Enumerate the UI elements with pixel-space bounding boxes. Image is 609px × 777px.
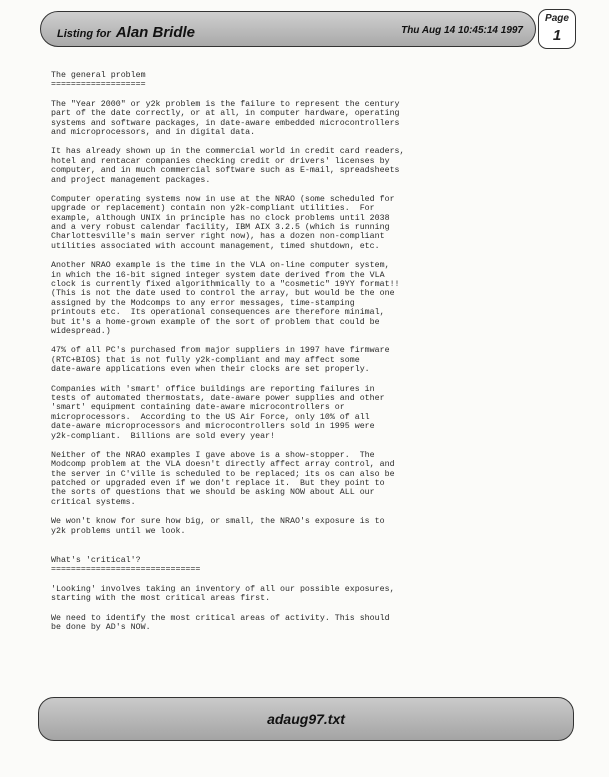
text-line: date-aware microprocessors and microcontrollers sold in 1995 were	[51, 422, 375, 432]
text-line: clock is currently fixed algorithmically to a "cosmetic" 19YY format!!	[51, 280, 400, 290]
text-line: Charlottesville's main server right now), has a dozen non-compliant	[51, 232, 385, 242]
text-line: and a very robust calendar facility, IBM AIX 3.2.5 (which is running	[51, 223, 390, 233]
text-line: Modcomp problem at the VLA doesn't directly affect array control, and	[51, 460, 395, 470]
text-line: utilities associated with account management, timed shutdown, etc.	[51, 241, 380, 251]
text-line: Neither of the NRAO examples I gave above is a show-stopper. The	[51, 450, 375, 460]
text-line: y2k-compliant. Billions are sold every year!	[51, 431, 276, 441]
blank-line	[51, 336, 571, 346]
text-line: 47% of all PC's purchased from major suppliers in 1997 have firmware	[51, 346, 390, 356]
text-line: ===================	[51, 80, 146, 90]
blank-line	[51, 604, 571, 614]
blank-line	[51, 137, 571, 147]
text-line: critical systems.	[51, 497, 136, 507]
blank-line	[51, 441, 571, 451]
text-line: tests of automated thermostats, date-aware power supplies and other	[51, 393, 385, 403]
blank-line	[51, 90, 571, 100]
page-label: Page	[545, 13, 569, 24]
text-line: What's 'critical'?	[51, 556, 141, 566]
text-line: part of the date correctly, or at all, in computer hardware, operating	[51, 109, 400, 119]
page-number: 1	[552, 27, 562, 44]
text-line: upgrade or replacement) contain non y2k-compliant utilities. For	[51, 204, 375, 214]
text-line: date-aware applications even when their clocks are set properly.	[51, 365, 370, 375]
print-datetime: Thu Aug 14 10:45:14 1997	[401, 25, 523, 36]
text-line: and microprocessors, and in digital data.	[51, 127, 256, 137]
text-line: The "Year 2000" or y2k problem is the failure to represent the century	[51, 99, 400, 109]
text-line: and project management packages.	[51, 175, 211, 185]
text-line: the server in C'ville is scheduled to be replaced; its os can also be	[51, 469, 395, 479]
text-line: The general problem	[51, 71, 146, 80]
blank-line	[51, 507, 571, 517]
text-line: be done by AD's NOW.	[51, 622, 151, 632]
text-line: example, although UNIX in principle has no clock problems until 2038	[51, 213, 390, 223]
text-line: starting with the most critical areas first.	[51, 594, 271, 604]
text-line: Another NRAO example is the time in the VLA on-line computer system,	[51, 261, 390, 271]
footer-banner	[38, 697, 574, 741]
blank-line	[51, 575, 571, 585]
text-line: We won't know for sure how big, or small, the NRAO's exposure is to	[51, 517, 385, 527]
blank-line	[51, 185, 571, 195]
text-line: the sorts of questions that we should be asking NOW about ALL our	[51, 488, 375, 498]
text-line: microprocessors. According to the US Air Force, only 10% of all	[51, 412, 370, 422]
blank-line	[51, 375, 571, 385]
listing-header-banner	[40, 11, 536, 47]
user-name: Alan Bridle	[115, 24, 196, 41]
text-line: (This is not the date used to control the array, but would be the one	[51, 289, 395, 299]
footer-filename: adaug97.txt	[267, 711, 345, 727]
listing-for	[57, 24, 195, 41]
text-line: hotel and rentacar companies checking credit or drivers' licenses by	[51, 156, 390, 166]
text-line: assigned by the Modcomps to any error messages, time-stamping	[51, 298, 355, 308]
text-line: Computer operating systems now in use at the NRAO (some scheduled for	[51, 194, 395, 204]
text-line: but it's a home-grown example of the sort of problem that could be	[51, 317, 380, 327]
text-line: computer, and in much commercial software such as E-mail, spreadsheets	[51, 166, 400, 176]
text-line: We need to identify the most critical areas of activity. This should	[51, 613, 390, 623]
text-line: (RTC+BIOS) that is not fully y2k-compliant and may affect some	[51, 355, 360, 365]
document-body	[51, 71, 571, 632]
text-line: Companies with 'smart' office buildings are reporting failures in	[51, 384, 375, 394]
text-line: 'smart' equipment containing date-aware microcontrollers or	[51, 403, 345, 413]
blank-line	[51, 536, 571, 546]
blank-line	[51, 546, 571, 556]
listing-for-label: Listing for	[57, 28, 111, 40]
text-line: printouts etc. Its operational consequences are therefore minimal,	[51, 308, 385, 318]
text-line: It has already shown up in the commercial world in credit card readers,	[51, 147, 405, 157]
text-line: systems and software packages, in date-aware embedded microcontrollers	[51, 118, 400, 128]
page-number-box	[538, 9, 576, 49]
text-line: in which the 16-bit signed integer system date derived from the VLA	[51, 270, 385, 280]
text-line: y2k problems until we look.	[51, 526, 186, 536]
text-line: patched or upgraded even if we don't replace it. But they point to	[51, 479, 385, 489]
text-line: ==============================	[51, 565, 201, 575]
text-line: 'Looking' involves taking an inventory of all our possible exposures,	[51, 584, 395, 594]
text-line: widespread.)	[51, 326, 111, 336]
blank-line	[51, 251, 571, 261]
